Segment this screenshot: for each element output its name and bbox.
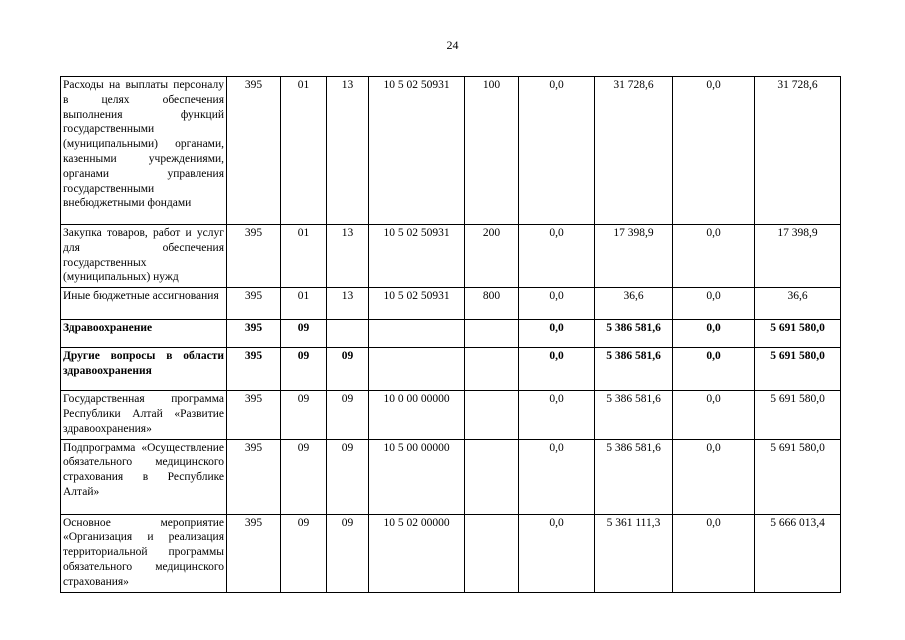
grbs-cell: 395 bbox=[227, 320, 281, 348]
amount-2-cell: 5 386 581,6 bbox=[595, 391, 673, 439]
row-name: Закупка товаров, работ и услуг для обеспечения государственных (муниципальных) нужд bbox=[61, 225, 227, 288]
budget-table bbox=[60, 76, 841, 593]
subsection-cell: 09 bbox=[327, 439, 369, 514]
target-article-cell: 10 5 02 50931 bbox=[369, 225, 465, 288]
amount-4-cell: 5 691 580,0 bbox=[755, 348, 841, 391]
amount-2-cell: 5 361 111,3 bbox=[595, 514, 673, 592]
expense-type-cell: 200 bbox=[465, 225, 519, 288]
table-row bbox=[61, 514, 841, 592]
section-cell: 09 bbox=[281, 320, 327, 348]
grbs-cell: 395 bbox=[227, 439, 281, 514]
amount-1-cell: 0,0 bbox=[519, 225, 595, 288]
row-name: Расходы на выплаты персоналу в целях обеспечения выполнения функций государственными (муниципальными) органами, казенными учреждениями, органами управления государственными внебюджетными фондами bbox=[61, 77, 227, 225]
amount-2-cell: 36,6 bbox=[595, 288, 673, 320]
grbs-cell: 395 bbox=[227, 77, 281, 225]
row-name: Основное мероприятие «Организация и реализация территориальной программы обязательного медицинского страхования» bbox=[61, 514, 227, 592]
subsection-cell: 13 bbox=[327, 288, 369, 320]
amount-4-cell: 5 691 580,0 bbox=[755, 320, 841, 348]
amount-3-cell: 0,0 bbox=[673, 439, 755, 514]
amount-3-cell: 0,0 bbox=[673, 514, 755, 592]
amount-2-cell: 31 728,6 bbox=[595, 77, 673, 225]
amount-3-cell: 0,0 bbox=[673, 288, 755, 320]
subsection-cell: 09 bbox=[327, 514, 369, 592]
table-row bbox=[61, 320, 841, 348]
grbs-cell: 395 bbox=[227, 288, 281, 320]
amount-1-cell: 0,0 bbox=[519, 348, 595, 391]
amount-3-cell: 0,0 bbox=[673, 348, 755, 391]
amount-2-cell: 17 398,9 bbox=[595, 225, 673, 288]
expense-type-cell bbox=[465, 439, 519, 514]
amount-1-cell: 0,0 bbox=[519, 77, 595, 225]
row-name: Иные бюджетные ассигнования bbox=[61, 288, 227, 320]
amount-1-cell: 0,0 bbox=[519, 391, 595, 439]
table-row bbox=[61, 288, 841, 320]
target-article-cell: 10 0 00 00000 bbox=[369, 391, 465, 439]
table-row bbox=[61, 225, 841, 288]
table-row bbox=[61, 348, 841, 391]
amount-1-cell: 0,0 bbox=[519, 320, 595, 348]
amount-3-cell: 0,0 bbox=[673, 391, 755, 439]
section-cell: 09 bbox=[281, 514, 327, 592]
section-cell: 01 bbox=[281, 77, 327, 225]
amount-4-cell: 36,6 bbox=[755, 288, 841, 320]
amount-2-cell: 5 386 581,6 bbox=[595, 320, 673, 348]
amount-4-cell: 5 691 580,0 bbox=[755, 439, 841, 514]
grbs-cell: 395 bbox=[227, 514, 281, 592]
expense-type-cell bbox=[465, 348, 519, 391]
section-cell: 09 bbox=[281, 348, 327, 391]
amount-1-cell: 0,0 bbox=[519, 288, 595, 320]
row-name: Другие вопросы в области здравоохранения bbox=[61, 348, 227, 391]
expense-type-cell bbox=[465, 514, 519, 592]
subsection-cell: 13 bbox=[327, 77, 369, 225]
grbs-cell: 395 bbox=[227, 225, 281, 288]
subsection-cell bbox=[327, 320, 369, 348]
amount-3-cell: 0,0 bbox=[673, 320, 755, 348]
section-cell: 09 bbox=[281, 439, 327, 514]
page-number: 24 bbox=[446, 38, 459, 52]
subsection-cell: 09 bbox=[327, 391, 369, 439]
amount-2-cell: 5 386 581,6 bbox=[595, 348, 673, 391]
section-cell: 01 bbox=[281, 225, 327, 288]
amount-3-cell: 0,0 bbox=[673, 225, 755, 288]
section-cell: 01 bbox=[281, 288, 327, 320]
expense-type-cell: 800 bbox=[465, 288, 519, 320]
target-article-cell: 10 5 00 00000 bbox=[369, 439, 465, 514]
amount-4-cell: 17 398,9 bbox=[755, 225, 841, 288]
subsection-cell: 13 bbox=[327, 225, 369, 288]
amount-1-cell: 0,0 bbox=[519, 439, 595, 514]
grbs-cell: 395 bbox=[227, 391, 281, 439]
table-row bbox=[61, 391, 841, 439]
target-article-cell bbox=[369, 348, 465, 391]
amount-4-cell: 31 728,6 bbox=[755, 77, 841, 225]
amount-4-cell: 5 691 580,0 bbox=[755, 391, 841, 439]
row-name: Здравоохранение bbox=[61, 320, 227, 348]
expense-type-cell bbox=[465, 391, 519, 439]
amount-2-cell: 5 386 581,6 bbox=[595, 439, 673, 514]
row-name: Подпрограмма «Осуществление обязательного медицинского страхования в Республике Алтай» bbox=[61, 439, 227, 514]
amount-1-cell: 0,0 bbox=[519, 514, 595, 592]
row-name: Государственная программа Республики Алтай «Развитие здравоохранения» bbox=[61, 391, 227, 439]
target-article-cell: 10 5 02 50931 bbox=[369, 288, 465, 320]
expense-type-cell: 100 bbox=[465, 77, 519, 225]
target-article-cell bbox=[369, 320, 465, 348]
table-row bbox=[61, 77, 841, 225]
target-article-cell: 10 5 02 00000 bbox=[369, 514, 465, 592]
amount-4-cell: 5 666 013,4 bbox=[755, 514, 841, 592]
target-article-cell: 10 5 02 50931 bbox=[369, 77, 465, 225]
grbs-cell: 395 bbox=[227, 348, 281, 391]
section-cell: 09 bbox=[281, 391, 327, 439]
expense-type-cell bbox=[465, 320, 519, 348]
subsection-cell: 09 bbox=[327, 348, 369, 391]
amount-3-cell: 0,0 bbox=[673, 77, 755, 225]
table-row bbox=[61, 439, 841, 514]
